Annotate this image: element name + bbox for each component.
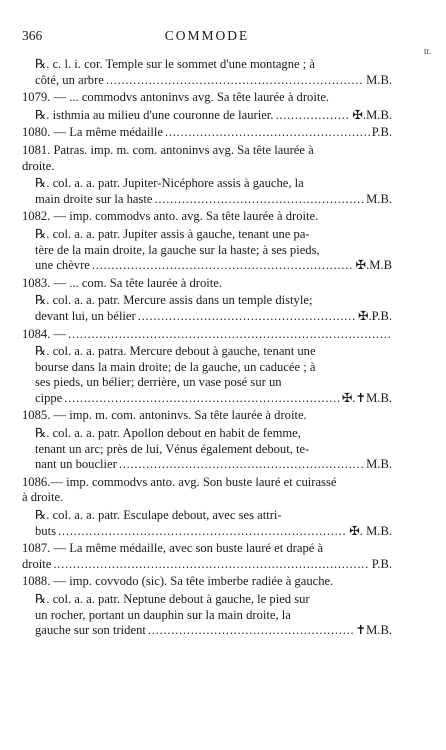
entry-text: une chèvre xyxy=(35,258,90,273)
dotted-leader-line xyxy=(35,192,392,208)
entry-text: côté, un arbre xyxy=(35,72,104,87)
entry-text: cippe xyxy=(35,390,63,405)
margin-note: tr. xyxy=(424,46,432,56)
entry-text: ℞. isthmia au milieu d'une couronne de laurier. xyxy=(35,107,274,122)
entry-line: 1087. — La même médaille, avec son buste lauré et drapé à xyxy=(22,541,324,556)
rarity-code: ✠.✝M.B. xyxy=(341,390,392,405)
entry-line: ℞. col. a. a. patr. Jupiter assis à gauche, tenant une pa- xyxy=(35,226,310,241)
leader-dots xyxy=(68,327,390,343)
dotted-leader-line xyxy=(35,457,392,473)
leader-dots xyxy=(92,258,354,274)
entry-line: 1085. — imp. m. com. antoninvs. Sa tête laurée à droite. xyxy=(22,408,307,423)
leader-dots xyxy=(119,457,364,473)
entry-line: 1088. — imp. covvodo (sic). Sa tête imberbe radiée à gauche. xyxy=(22,574,334,589)
dotted-leader-line xyxy=(22,327,392,343)
dotted-leader-line xyxy=(35,524,392,540)
entry-text: nant un bouclier xyxy=(35,457,117,472)
entry-line: droite. xyxy=(22,158,55,173)
entry-line: ℞. col. a. a. patra. Mercure debout à gauche, tenant une xyxy=(35,344,316,359)
leader-dots xyxy=(58,524,347,540)
reverse-entry xyxy=(22,293,392,324)
rarity-code: P.B. xyxy=(371,125,392,140)
dotted-leader-line xyxy=(35,108,392,124)
dotted-leader-line xyxy=(35,258,392,274)
reverse-entry xyxy=(22,592,392,639)
obverse-entry xyxy=(22,541,392,572)
dotted-leader-line xyxy=(35,73,392,89)
dotted-leader-line xyxy=(22,125,392,141)
entry-line: tère de la main droite, la gauche sur la haste; à ses pieds, xyxy=(35,242,320,257)
entry-line: bourse dans la main droite; de la gauche, un caducée ; à xyxy=(35,359,316,374)
obverse-entry xyxy=(22,209,392,225)
leader-dots xyxy=(155,192,365,208)
rarity-code: ✠.M.B xyxy=(355,258,392,273)
leader-dots xyxy=(64,391,340,407)
entry-line: 1083. — ... com. Sa tête laurée à droite. xyxy=(22,275,223,290)
entry-line: ℞. col. a. a. patr. Mercure assis dans un temple distyle; xyxy=(35,293,313,308)
entry-text: devant lui, un bélier xyxy=(35,308,136,323)
dotted-leader-line xyxy=(22,557,392,573)
entry-line: ℞. c. l. i. cor. Temple sur le sommet d'une montagne ; à xyxy=(35,57,316,71)
entry-line: ses pieds, un bélier; derrière, un vase posé sur un xyxy=(35,375,282,390)
leader-dots xyxy=(53,557,369,573)
leader-dots xyxy=(275,108,350,124)
leader-dots xyxy=(138,309,356,325)
obverse-entry xyxy=(22,125,392,141)
leader-dots xyxy=(165,125,370,141)
rarity-code: M.B. xyxy=(366,191,392,206)
rarity-code: ✠.M.B. xyxy=(352,107,392,122)
rarity-code: M.B. xyxy=(366,72,392,87)
rarity-code: ✝M.B. xyxy=(355,623,392,638)
reverse-entry xyxy=(22,108,392,124)
dotted-leader-line xyxy=(35,391,392,407)
reverse-entry xyxy=(22,176,392,207)
running-header xyxy=(22,28,392,46)
reverse-entry xyxy=(22,227,392,274)
page-number: 366 xyxy=(22,28,43,43)
entry-line: 1081. Patras. imp. m. com. antoninvs avg. Sa tête laurée à xyxy=(22,142,314,157)
entry-line: ℞. col. a. a. patr. Jupiter-Nicéphore assis à gauche, la xyxy=(35,176,304,191)
entry-line: ℞. col. a. a. patr. Apollon debout en habit de femme, xyxy=(35,426,301,441)
entry-line: 1079. — ... commodvs antoninvs avg. Sa tête laurée à droite. xyxy=(22,90,330,105)
entry-line: à droite. xyxy=(22,490,64,505)
entry-line: 1082. — imp. commodvs anto. avg. Sa tête laurée à droite. xyxy=(22,209,319,224)
reverse-entry xyxy=(22,508,392,539)
leader-dots xyxy=(106,73,364,89)
rarity-code: P.B. xyxy=(371,556,392,571)
leader-dots xyxy=(148,623,354,639)
rarity-code: ✠. M.B. xyxy=(349,523,392,538)
obverse-entry xyxy=(22,276,392,292)
entry-text: droite xyxy=(22,556,52,571)
obverse-entry xyxy=(22,90,392,106)
rarity-code: ✠.P.B. xyxy=(357,308,392,323)
reverse-entry xyxy=(22,57,392,88)
obverse-entry xyxy=(22,327,392,343)
entry-text: main droite sur la haste xyxy=(35,191,153,206)
entry-line: 1086.— imp. commodvs anto. avg. Son buste lauré et cuirassé xyxy=(22,474,337,489)
entry-text: buts xyxy=(35,523,56,538)
entry-text: 1084. — xyxy=(22,326,67,341)
obverse-entry xyxy=(22,475,392,506)
reverse-entry xyxy=(22,344,392,406)
obverse-entry xyxy=(22,574,392,590)
entry-text: 1080. — La même médaille xyxy=(22,125,163,140)
dotted-leader-line xyxy=(35,309,392,325)
obverse-entry xyxy=(22,408,392,424)
entry-line: un rocher, portant un dauphin sur la main droite, la xyxy=(35,607,291,622)
entry-line: tenant un arc; près de lui, Vénus également debout, te- xyxy=(35,441,310,456)
obverse-entry xyxy=(22,143,392,174)
dotted-leader-line xyxy=(35,623,392,639)
page-title: COMMODE xyxy=(164,28,250,43)
reverse-entry xyxy=(22,426,392,473)
entry-text: gauche sur son trident xyxy=(35,623,146,638)
entry-line: ℞. col. a. a. patr. Esculape debout, avec ses attri- xyxy=(35,508,282,523)
entry-line: ℞. col. a. a. patr. Neptune debout à gauche, le pied sur xyxy=(35,592,310,606)
entries-list xyxy=(22,57,392,641)
rarity-code: M.B. xyxy=(366,457,392,472)
